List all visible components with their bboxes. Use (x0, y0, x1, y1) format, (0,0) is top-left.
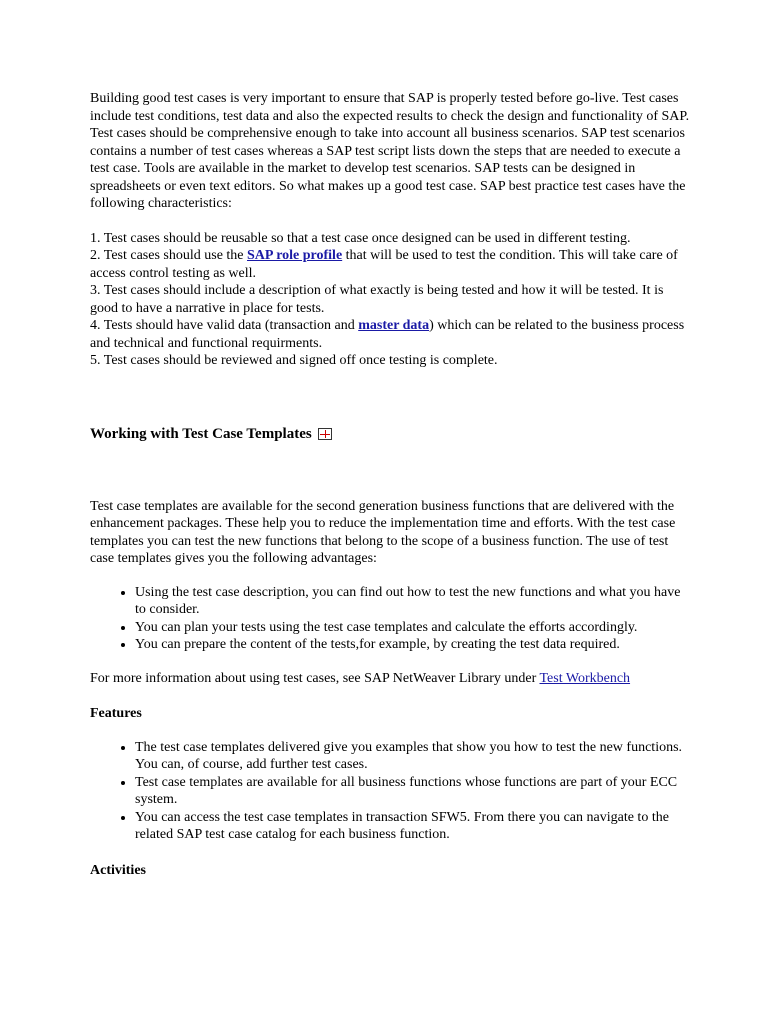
more-info-text: For more information about using test cases, see SAP NetWeaver Library under (90, 670, 540, 686)
list-item: • You can plan your tests using the test case templates and calculate the efforts accordingly. (135, 619, 690, 637)
characteristic-4 (90, 317, 690, 352)
sap-role-profile-link[interactable]: SAP role profile (247, 248, 343, 263)
activities-heading: Activities (90, 862, 146, 878)
characteristics-list (90, 230, 690, 370)
section-title (90, 426, 690, 443)
test-workbench-link[interactable]: Test Workbench (539, 670, 631, 686)
features-list (90, 739, 690, 844)
characteristic-2 (90, 247, 690, 282)
document-page (90, 90, 690, 893)
features-heading: Features (90, 706, 142, 721)
characteristic-1: 1. Test cases should be reusable so that a test case once designed can be used in different testing. (90, 230, 631, 246)
intro-paragraph: Building good test cases is very important to ensure that SAP is properly tested before go-live. Test cases include test conditions, test data and also the expected results to check the design and functionality of SAP. Test cases should be comprehensive enough to take into account all business scenarios. SAP test scenarios contains a number of test cases whereas a SAP test script lists down the steps that are needed to execute a test case. Tools are available in the market to develop test scenarios. SAP tests can be designed in spreadsheets or even text editors. So what makes up a good test case. SAP best practice test cases have the following characteristics: (90, 91, 690, 211)
characteristic-2-post: that will be used to test the condition. This will take care of access control testing as well. (90, 248, 678, 281)
templates-intro: Test case templates are available for the second generation business functions that are delivered with the enhancement packages. These help you to reduce the implementation time and efforts. With the test case templates you can test the new functions that belong to the scope of a business function. The use of test case templates gives you the following advantages: (90, 498, 676, 566)
list-item: • You can prepare the content of the tests,for example, by creating the test data required. (135, 636, 690, 654)
master-data-link[interactable]: master data (358, 318, 430, 333)
characteristic-4-pre: 4. Tests should have valid data (transaction and (90, 318, 359, 333)
more-info-paragraph (90, 670, 690, 688)
expand-icon[interactable] (318, 428, 332, 440)
advantages-list (90, 584, 690, 654)
list-item: • You can access the test case templates in transaction SFW5. From there you can navigate to the related SAP test case catalog for each business function. (135, 809, 690, 844)
characteristic-5: 5. Test cases should be reviewed and signed off once testing is complete. (90, 353, 498, 368)
list-item: • Using the test case description, you can find out how to test the new functions and what you have to consider. (135, 584, 690, 619)
list-item: • Test case templates are available for all business functions whose functions are part of your ECC system. (135, 774, 690, 809)
characteristic-2-pre: 2. Test cases should use the (90, 248, 248, 263)
list-item: • The test case templates delivered give you examples that show you how to test the new functions. You can, of course, add further test cases. (135, 739, 690, 774)
characteristic-4-post: ) which can be related to the business process and technical and functional requirments. (90, 318, 685, 351)
characteristic-3: 3. Test cases should include a description of what exactly is being tested and how it will be tested. It is good to have a narrative in place for tests. (90, 283, 664, 316)
section-title-text: Working with Test Case Templates (90, 425, 312, 442)
